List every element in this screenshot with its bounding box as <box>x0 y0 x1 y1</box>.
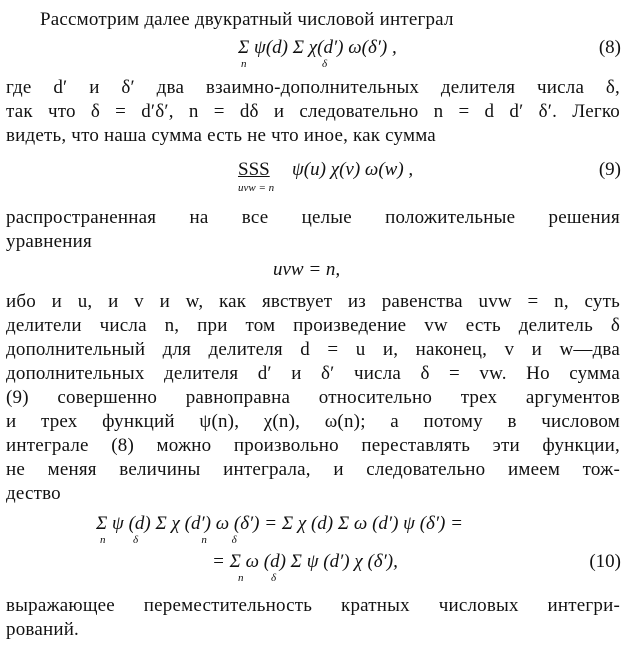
text-line-10: дополнительных делителя d′ и δ′ числа δ = vw. Но сумма <box>6 363 620 384</box>
text-line-3: так что δ = d′δ′, n = dδ и следовательно n = d d′ δ′. Легко <box>6 101 620 122</box>
equation-uvw: uvw = n, <box>273 259 341 280</box>
equation-8-sub-delta: δ <box>322 58 328 70</box>
text-line-14: не меняя величины интеграла, и следовательно имеем тож- <box>6 459 620 480</box>
equation-8-sub-n: n <box>241 58 247 70</box>
equation-10-number: (10) <box>589 551 621 572</box>
text-line-6: уравнения <box>6 231 92 252</box>
equation-8-number: (8) <box>598 37 621 58</box>
text-line-9: дополнительный для делителя d = u и, наконец, v и w—два <box>6 339 620 360</box>
text-line-1: Рассмотрим далее двукратный числовой интеграл <box>40 9 454 30</box>
text-line-12: и трех функций ψ(n), χ(n), ω(n); а потому в числовом <box>6 411 620 432</box>
text-line-8: делители числа n, при том произведение vw есть делитель δ <box>6 315 620 336</box>
equation-9-number: (9) <box>598 159 621 180</box>
text-line-16: выражающее переместительность кратных числовых интегри- <box>6 595 620 616</box>
equation-10-line-2: = Σ ω (d) Σ ψ (d′) χ (δ′), <box>212 551 398 572</box>
equation-9-sss: SSS <box>238 159 270 180</box>
text-line-7: ибо и u, и v и w, как явствует из равенства uvw = n, суть <box>6 291 620 312</box>
text-line-13: интеграле (8) можно произвольно переставлять эти функции, <box>6 435 620 456</box>
text-line-15: дество <box>6 483 61 504</box>
equation-10-line-2-subs: n δ <box>238 572 277 584</box>
text-line-2: где d′ и δ′ два взаимно-дополнительных делителя числа δ, <box>6 77 620 98</box>
text-line-11: (9) совершенно равноправна относительно трех аргументов <box>6 387 620 408</box>
equation-10-line-1: Σ ψ (d) Σ χ (d′) ω (δ′) = Σ χ (d) Σ ω (d′) ψ (δ′) = <box>96 513 463 534</box>
equation-8: Σ ψ(d) Σ χ(d′) ω(δ′) , <box>238 37 397 58</box>
equation-10-line-1-subs: n δ n δ <box>100 534 237 546</box>
text-line-17: рований. <box>6 619 80 640</box>
text-line-5: распространенная на все целые положительные решения <box>6 207 620 228</box>
text-line-4: видеть, что наша сумма есть не что иное, как сумма <box>6 125 436 146</box>
equation-9-sub: uvw = n <box>238 182 275 194</box>
equation-9: ψ(u) χ(v) ω(w) , <box>292 159 414 180</box>
